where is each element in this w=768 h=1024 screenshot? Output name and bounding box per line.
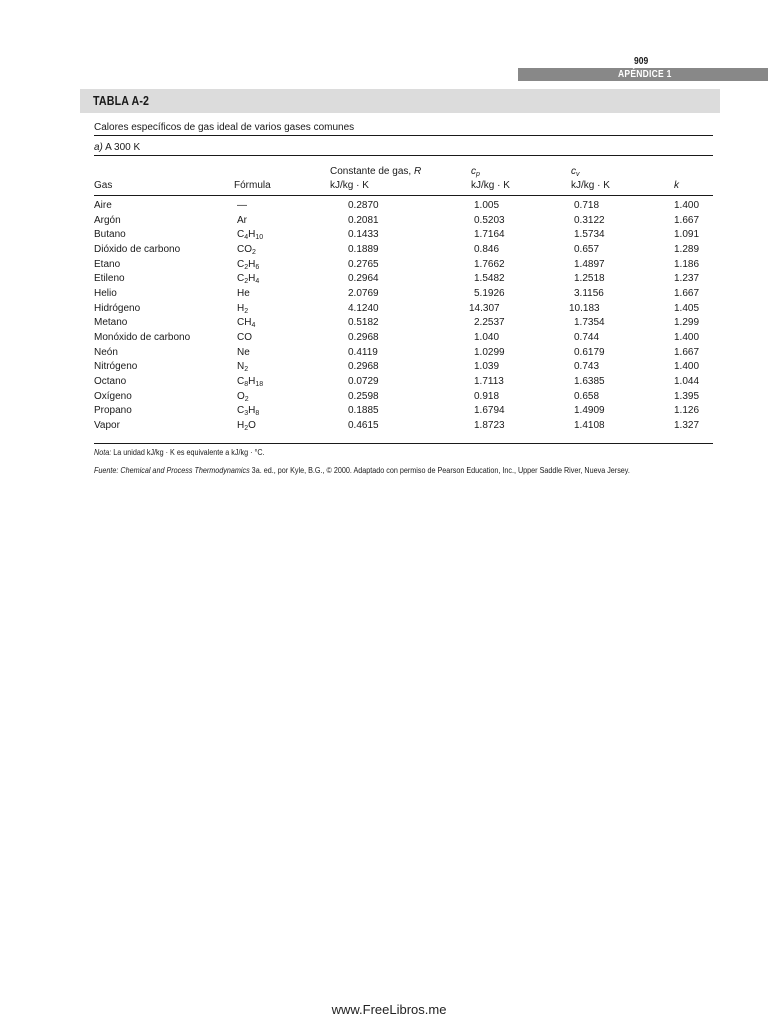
cell-cv: 1.2518 (574, 273, 605, 285)
header-formula: Fórmula (234, 180, 271, 191)
cell-r: 0.5182 (348, 317, 379, 329)
header-rule (94, 195, 713, 196)
cell-formula (237, 347, 250, 359)
formula-subscript: 2 (244, 278, 249, 286)
source-label: Fuente: (94, 466, 119, 475)
cell-cv: 1.4909 (574, 405, 605, 417)
header-r-symbol: R (413, 166, 422, 177)
formula-element: H (237, 420, 245, 432)
cell-formula (237, 273, 259, 285)
cell-formula (237, 229, 263, 241)
table-note (94, 448, 265, 457)
cell-k: 1.327 (674, 420, 700, 432)
formula-element: C (237, 229, 245, 241)
cell-cv: 1.6385 (574, 376, 605, 388)
header-r-text: Constante de gas, (330, 166, 412, 177)
formula-subscript: 2 (244, 263, 249, 271)
formula-element: CH (237, 317, 252, 329)
cell-gas: Dióxido de carbono (94, 244, 181, 255)
cell-k: 1.400 (674, 200, 700, 211)
formula-element: H (248, 273, 256, 285)
header-cp-sub: p (476, 171, 480, 178)
header-cv (571, 166, 580, 177)
formula-subscript: 18 (255, 381, 264, 389)
cell-r: 0.2964 (348, 273, 379, 285)
cell-k: 1.667 (674, 288, 700, 300)
cell-cv: 0.6179 (574, 346, 605, 358)
cell-formula (237, 405, 259, 417)
cell-r: 0.1889 (348, 244, 379, 255)
formula-element: H (248, 376, 256, 388)
formula-element: C (237, 405, 245, 417)
formula-element: H (248, 258, 256, 270)
cell-r: 0.2968 (348, 332, 379, 344)
table-caption: Calores específicos de gas ideal de varios gases comunes (94, 122, 355, 133)
cell-formula (237, 391, 249, 403)
cell-r: 0.1885 (348, 405, 379, 417)
cell-cv: 0.718 (574, 200, 600, 211)
cell-k: 1.044 (674, 376, 700, 388)
cell-gas: Nitrógeno (94, 361, 138, 373)
cell-cv: 0.743 (574, 361, 600, 373)
cell-cp: 1.0299 (474, 346, 505, 358)
cell-cp: 1.7662 (474, 258, 505, 270)
cell-r: 0.2081 (348, 214, 379, 226)
formula-element: O (237, 390, 245, 402)
formula-element: Ne (237, 346, 250, 358)
formula-element: H (248, 405, 256, 417)
cell-formula (237, 215, 247, 227)
cell-formula (237, 317, 255, 329)
formula-subscript: 2 (244, 425, 249, 433)
cell-cv: 0.744 (574, 332, 600, 344)
cell-cv: 10.183 (569, 302, 600, 314)
header-cp-unit: kJ/kg · K (471, 180, 510, 191)
formula-subscript: 4 (251, 322, 256, 330)
header-cv-symbol: c (571, 166, 576, 177)
section-rule (94, 155, 713, 156)
cell-r: 0.4119 (348, 346, 378, 358)
table-source (94, 465, 713, 476)
formula-subscript: 2 (244, 366, 249, 374)
header-cp-symbol: c (471, 166, 476, 177)
formula-element: CO (237, 244, 252, 255)
cell-cv: 0.658 (574, 390, 600, 402)
cell-r: 0.0729 (348, 376, 379, 388)
source-text: 3a. ed., por Kyle, B.G., © 2000. Adaptado con permiso de Pearson Education, Inc., Upper Saddle River, Nueva Jersey. (249, 466, 630, 475)
formula-element: H (248, 229, 256, 241)
cell-cp: 1.5482 (474, 273, 505, 285)
formula-subscript: 4 (255, 278, 260, 286)
cell-cp: 1.7113 (474, 376, 504, 388)
formula-subscript: 8 (255, 410, 260, 418)
table-title-bar (80, 89, 720, 113)
cell-r: 0.2598 (348, 390, 379, 402)
cell-k: 1.091 (674, 229, 700, 241)
cell-gas: Octano (94, 376, 127, 388)
cell-r: 0.4615 (348, 420, 379, 432)
formula-subscript: 2 (244, 395, 249, 403)
formula-subscript: 3 (244, 410, 249, 418)
formula-element: C (237, 376, 245, 388)
header-k (674, 180, 679, 191)
formula-subscript: 10 (255, 234, 264, 242)
note-label: Nota: (94, 448, 112, 457)
appendix-banner (518, 68, 768, 81)
cell-gas: Argón (94, 214, 121, 226)
cell-cp: 5.1926 (474, 288, 505, 300)
formula-subscript: 4 (244, 234, 249, 242)
cell-r: 2.0769 (348, 288, 379, 300)
header-r-top (330, 166, 421, 177)
cell-cv: 3.1156 (574, 288, 604, 300)
cell-formula (237, 303, 248, 315)
cell-formula (237, 361, 248, 373)
cell-cv: 0.657 (574, 244, 600, 255)
formula-element: He (237, 288, 250, 300)
cell-gas: Hidrógeno (94, 302, 141, 314)
cell-cp: 1.005 (474, 200, 500, 211)
source-title: Chemical and Process Thermodynamics (118, 466, 250, 475)
cell-cp: 14.307 (469, 302, 500, 314)
cell-gas: Monóxido de carbono (94, 332, 191, 344)
cell-gas: Metano (94, 317, 128, 329)
table-bottom-rule (94, 443, 713, 444)
cell-r: 0.2968 (348, 361, 379, 373)
formula-element: N (237, 361, 245, 373)
page-number: 909 (634, 56, 649, 67)
cell-gas: Oxígeno (94, 390, 132, 402)
cell-formula (237, 376, 263, 388)
formula-element: Ar (237, 214, 247, 226)
cell-gas: Aire (94, 200, 112, 211)
table-title: TABLA A-2 (93, 93, 150, 108)
cell-k: 1.237 (674, 273, 700, 285)
cell-gas: Vapor (94, 420, 120, 432)
cell-gas: Neón (94, 346, 118, 358)
cell-gas: Propano (94, 405, 132, 417)
cell-k: 1.289 (674, 244, 700, 255)
cell-formula (237, 288, 250, 300)
cell-cp: 1.039 (474, 361, 500, 373)
cell-gas: Butano (94, 229, 126, 241)
formula-subscript: 2 (252, 249, 256, 256)
section-heading (94, 142, 140, 153)
formula-element: C (237, 273, 245, 285)
cell-gas: Helio (94, 288, 117, 300)
footer-url: www.FreeLibros.me (331, 1002, 447, 1017)
cell-formula (237, 420, 256, 432)
section-prefix: a) (94, 142, 103, 153)
cell-k: 1.186 (674, 258, 700, 270)
cell-cp: 1.040 (474, 332, 500, 344)
cell-k: 1.405 (674, 302, 700, 314)
cell-cp: 0.918 (474, 390, 500, 402)
header-k-symbol: k (674, 180, 679, 191)
header-r-unit: kJ/kg · K (330, 180, 369, 191)
cell-k: 1.299 (674, 317, 700, 329)
formula-subscript: 2 (244, 307, 249, 315)
cell-formula (237, 200, 247, 212)
cell-k: 1.126 (674, 405, 700, 417)
section-text: A 300 K (102, 142, 141, 153)
cell-cp: 2.2537 (474, 317, 505, 329)
formula-element: H (237, 302, 245, 314)
caption-rule (94, 135, 713, 136)
header-cv-unit: kJ/kg · K (571, 180, 610, 191)
cell-formula (237, 332, 252, 344)
cell-formula (237, 259, 259, 271)
header-cp (471, 166, 480, 177)
cell-cp: 0.846 (474, 244, 500, 255)
note-text: La unidad kJ/kg · K es equivalente a kJ/kg · °C. (111, 448, 265, 457)
cell-cv: 1.4897 (574, 258, 605, 270)
appendix-label: APÉNDICE 1 (618, 69, 672, 80)
cell-k: 1.667 (674, 346, 700, 358)
cell-cv: 1.7354 (574, 317, 605, 329)
formula-element: O (248, 420, 256, 432)
cell-k: 1.400 (674, 361, 700, 373)
formula-element: — (237, 200, 247, 211)
cell-r: 0.2765 (348, 258, 379, 270)
header-gas: Gas (94, 180, 113, 191)
cell-cp: 1.7164 (474, 229, 505, 241)
formula-element: C (237, 258, 245, 270)
formula-subscript: 8 (244, 381, 249, 389)
header-cv-sub: v (576, 171, 580, 178)
formula-element: CO (237, 332, 252, 344)
cell-r: 0.1433 (348, 229, 379, 241)
cell-k: 1.400 (674, 332, 700, 344)
cell-cp: 1.8723 (474, 420, 505, 432)
formula-subscript: 6 (255, 263, 260, 271)
cell-cp: 0.5203 (474, 214, 505, 226)
cell-gas: Etileno (94, 273, 125, 285)
cell-cv: 1.5734 (574, 229, 605, 241)
cell-gas: Etano (94, 258, 121, 270)
cell-formula (237, 244, 256, 256)
cell-cv: 1.4108 (574, 420, 605, 432)
cell-k: 1.395 (674, 390, 700, 402)
cell-r: 4.1240 (348, 302, 379, 314)
cell-cv: 0.3122 (574, 214, 605, 226)
cell-k: 1.667 (674, 214, 700, 226)
cell-cp: 1.6794 (474, 405, 505, 417)
cell-r: 0.2870 (348, 200, 379, 211)
